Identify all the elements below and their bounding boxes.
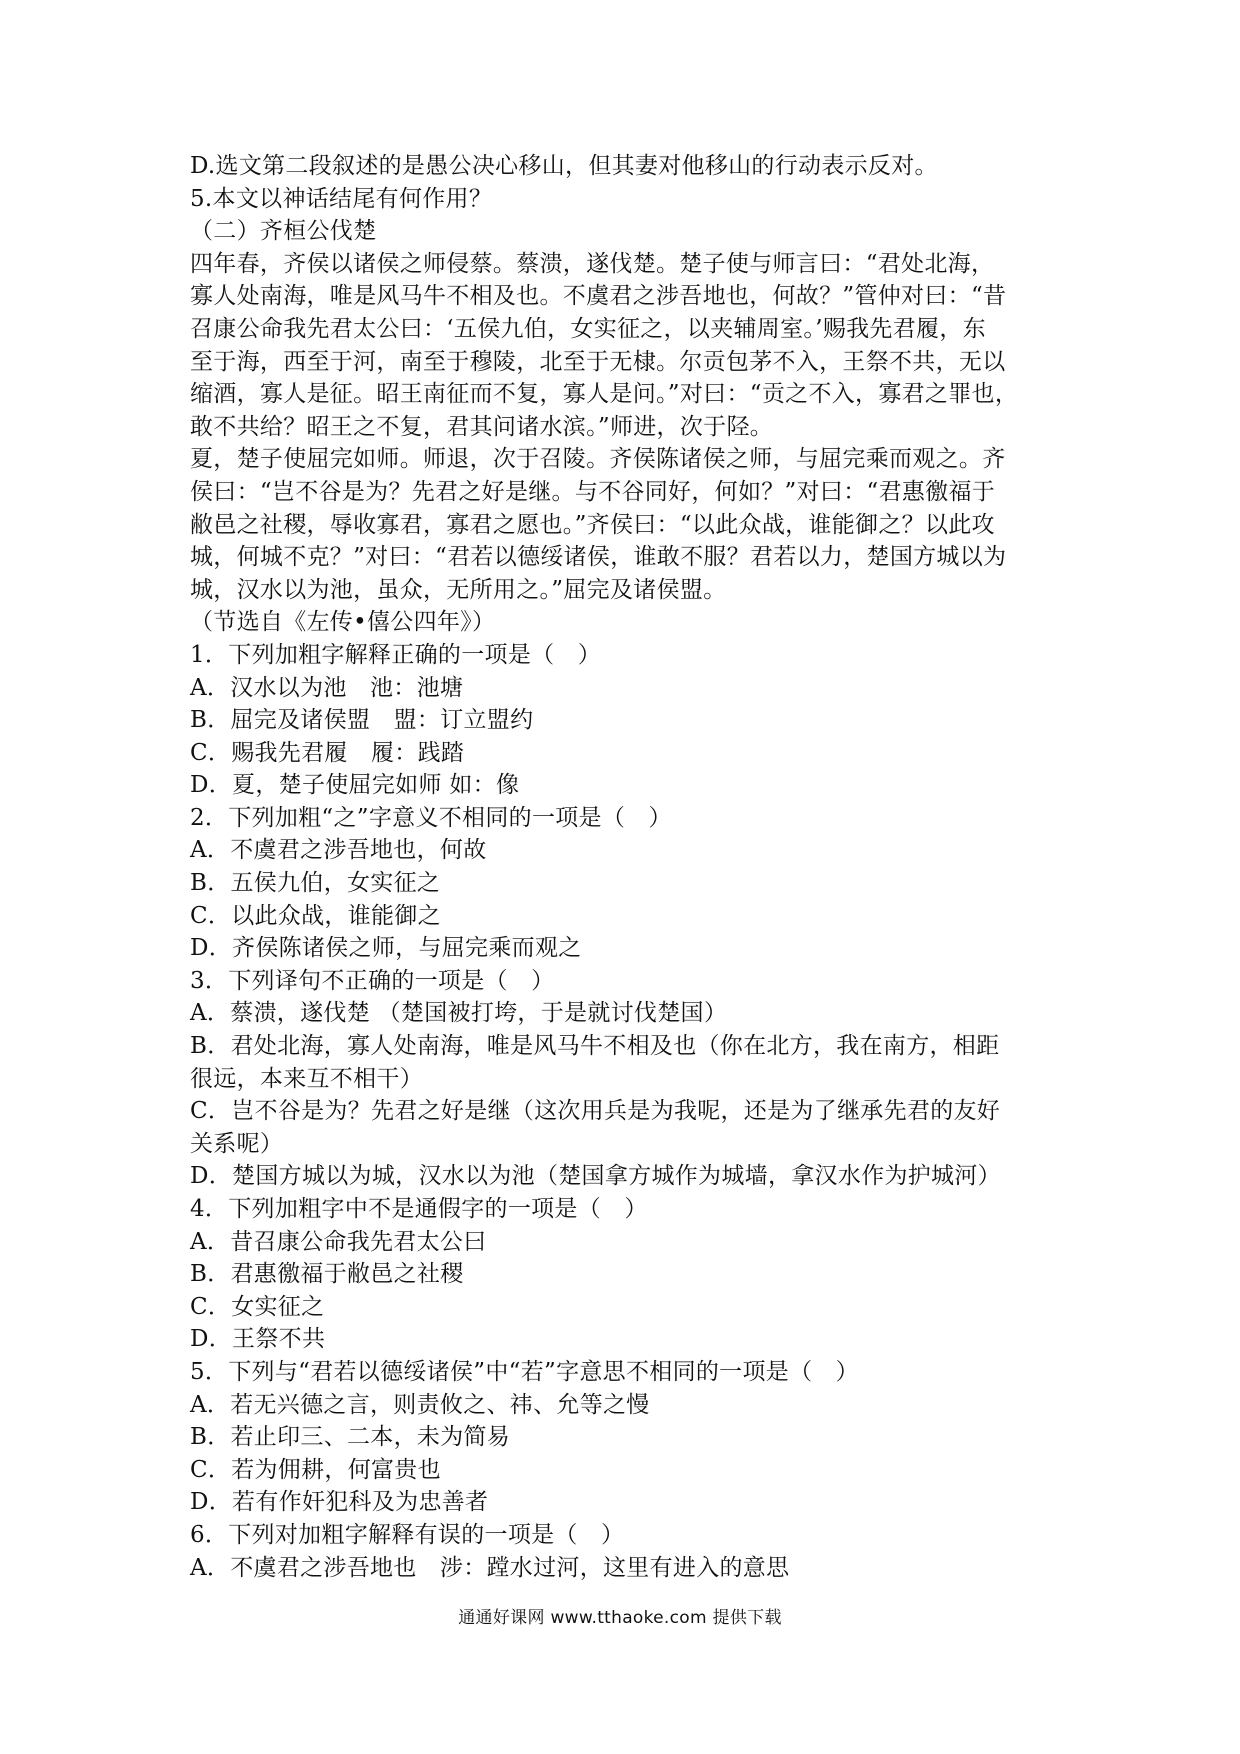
option-line: A．不虞君之涉吾地也 涉：蹚水过河，这里有进入的意思 <box>190 1554 790 1581</box>
option-line: A．不虞君之涉吾地也，何故 <box>190 837 487 864</box>
passage-line: 城，何城不克？”对曰：“君若以德绥诸侯，谁敢不服？君若以力，楚国方城以为 <box>190 544 1007 571</box>
option-line: B．君惠徼福于敝邑之社稷 <box>190 1261 464 1288</box>
option-line: D．楚国方城以为城，汉水以为池（楚国拿方城作为城墙，拿汉水作为护城河） <box>190 1163 1001 1190</box>
passage-line: 缩酒，寡人是征。昭王南征而不复，寡人是问。”对曰：“贡之不入，寡君之罪也， <box>190 381 1019 408</box>
passage-line: 四年春，齐侯以诸侯之师侵蔡。蔡溃，遂伐楚。楚子使与师言曰：“君处北海， <box>190 250 995 277</box>
passage-line: 侯曰：“岂不谷是为？先君之好是继。与不谷同好，何如？”对曰：“君惠徼福于 <box>190 478 996 505</box>
option-line: B．君处北海，寡人处南海，唯是风马牛不相及也（你在北方，我在南方，相距 <box>190 1033 1000 1060</box>
option-line: C．若为佣耕，何富贵也 <box>190 1456 441 1483</box>
source-note: （节选自《左传•僖公四年》） <box>190 609 496 636</box>
question-line: 2．下列加粗“之”字意义不相同的一项是（ ） <box>190 804 672 831</box>
option-line: D．王祭不共 <box>190 1326 326 1353</box>
option-line: A．蔡溃，遂伐楚 （楚国被打垮，于是就讨伐楚国） <box>190 1000 728 1027</box>
option-line: C．赐我先君履 履：践踏 <box>190 739 465 766</box>
option-line: D．夏，楚子使屈完如师 如：像 <box>190 772 520 799</box>
passage-line: 城，汉水以为池，虽众，无所用之。”屈完及诸侯盟。 <box>190 576 727 603</box>
option-line: 关系呢） <box>190 1130 284 1157</box>
passage-line: 召康公命我先君太公曰：‘五侯九伯，女实征之，以夹辅周室。’赐我先君履，东 <box>190 315 986 342</box>
question-5-line: 5.本文以神话结尾有何作用？ <box>190 185 493 212</box>
option-line: A．昔召康公命我先君太公曰 <box>190 1228 487 1255</box>
page-footer: 通通好课网 www.tthaoke.com 提供下载 <box>458 1608 782 1628</box>
passage-line: 敝邑之社稷，辱收寡君，寡君之愿也。”齐侯曰：“以此众战，谁能御之？以此攻 <box>190 511 995 538</box>
passage-line: 敢不共给？昭王之不复，君其问诸水滨。”师进，次于陉。 <box>190 413 774 440</box>
option-line: B．若止印三、二本，未为简易 <box>190 1424 511 1451</box>
option-line: B．屈完及诸侯盟 盟：订立盟约 <box>190 707 534 734</box>
option-line: C．以此众战，谁能御之 <box>190 902 441 929</box>
document-body <box>190 150 1070 1584</box>
option-line: D．齐侯陈诸侯之师，与屈完乘而观之 <box>190 935 582 962</box>
passage-line: 夏，楚子使屈完如师。师退，次于召陵。齐侯陈诸侯之师，与屈完乘而观之。齐 <box>190 446 1006 473</box>
option-line: B．五侯九伯，女实征之 <box>190 870 441 897</box>
question-line: 5．下列与“君若以德绥诸侯”中“若”字意思不相同的一项是（ ） <box>190 1358 859 1385</box>
question-line: 1．下列加粗字解释正确的一项是（ ） <box>190 641 602 668</box>
section-title: （二）齐桓公伐楚 <box>190 218 377 245</box>
passage-line: 至于海，西至于河，南至于穆陵，北至于无棣。尔贡包茅不入，王祭不共，无以 <box>190 348 1006 375</box>
option-line: C．女实征之 <box>190 1293 325 1320</box>
option-line: A．若无兴德之言，则责攸之、祎、允等之慢 <box>190 1391 650 1418</box>
option-line: 很远，本来互不相干） <box>190 1065 423 1092</box>
question-line: 3．下列译句不正确的一项是（ ） <box>190 967 555 994</box>
option-line: A．汉水以为池 池：池塘 <box>190 674 464 701</box>
question-line: 6．下列对加粗字解释有误的一项是（ ） <box>190 1521 625 1548</box>
question-line: 4．下列加粗字中不是通假字的一项是（ ） <box>190 1196 648 1222</box>
option-line: D．若有作奸犯科及为忠善者 <box>190 1489 489 1516</box>
text-line: D.选文第二段叙述的是愚公决心移山，但其妻对他移山的行动表示反对。 <box>190 153 938 179</box>
option-line: C．岂不谷是为？先君之好是继（这次用兵是为我呢，还是为了继承先君的友好 <box>190 1098 1001 1125</box>
passage-line: 寡人处南海，唯是风马牛不相及也。不虞君之涉吾地也，何故？”管仲对曰：“昔 <box>190 283 1007 310</box>
